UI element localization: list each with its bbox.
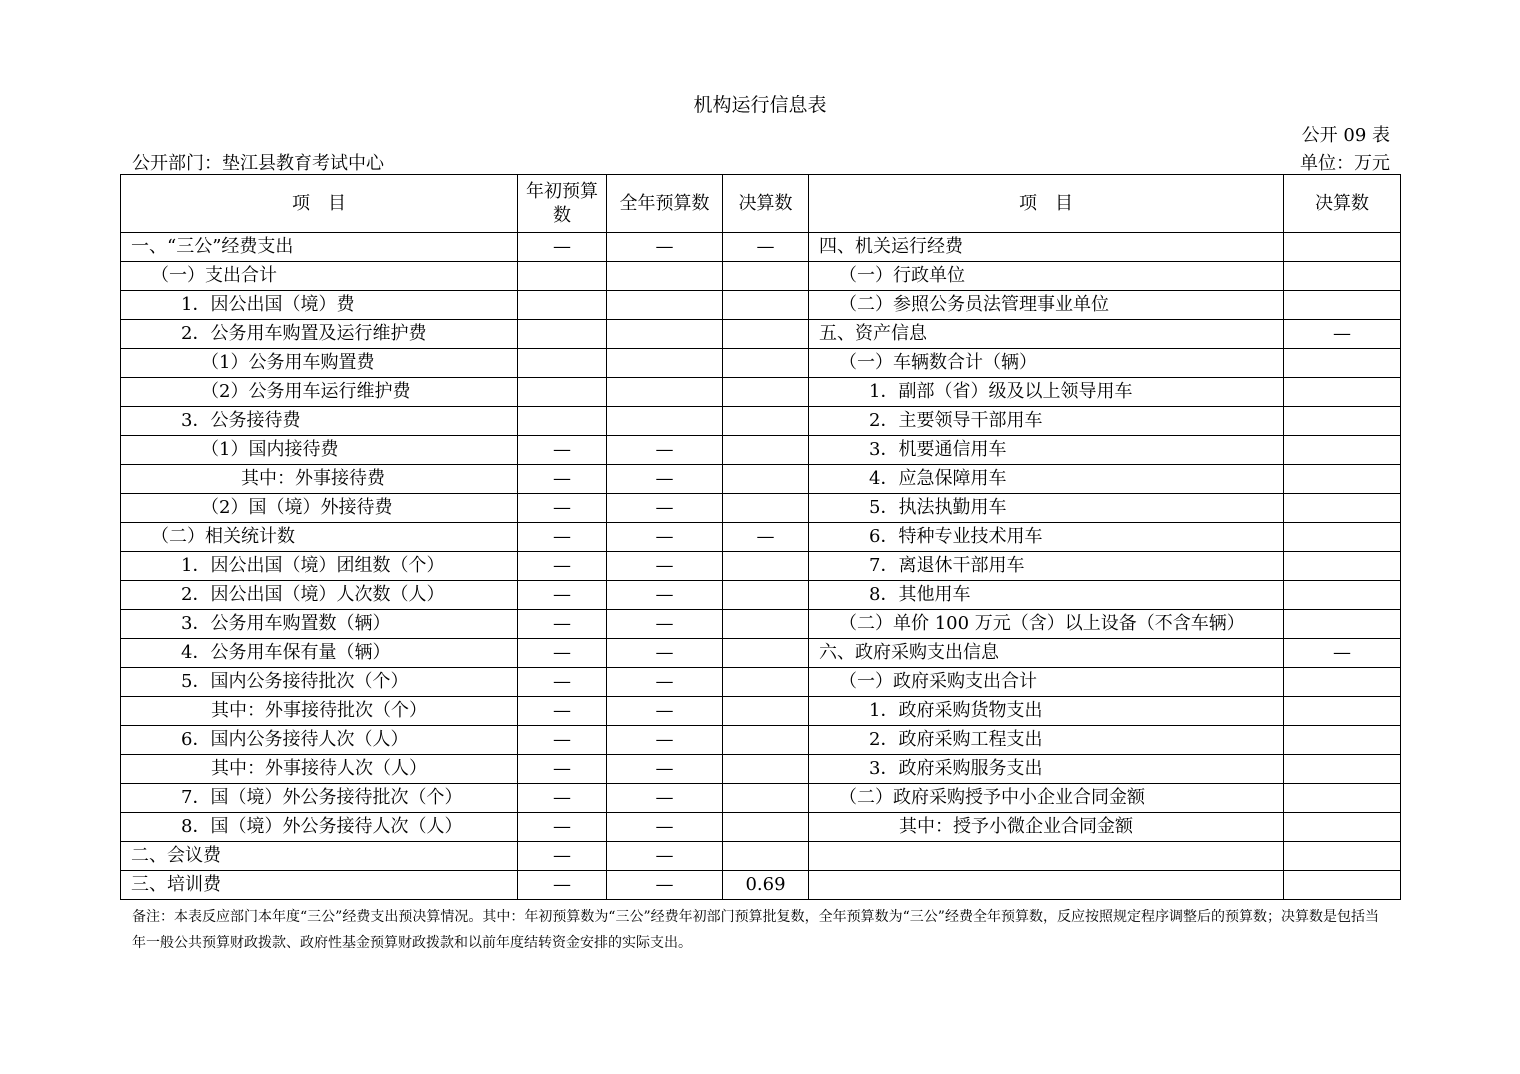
- row-initial-budget: [518, 349, 607, 378]
- row-initial-budget: [518, 262, 607, 291]
- row-initial-budget: —: [518, 871, 607, 900]
- table-row: [121, 320, 1401, 349]
- row-final: [723, 842, 809, 871]
- row-final: [723, 581, 809, 610]
- row-initial-budget: [518, 407, 607, 436]
- table-row: [121, 726, 1401, 755]
- row-item-label: 其中：外事接待批次（个）: [121, 697, 518, 726]
- page-title: 机构运行信息表: [693, 94, 827, 116]
- row-initial-budget: —: [518, 726, 607, 755]
- row-initial-budget: —: [518, 552, 607, 581]
- row-full-year-budget: —: [607, 436, 723, 465]
- row-final-right: [1284, 262, 1401, 291]
- row-final-right: [1284, 726, 1401, 755]
- table-row: [121, 262, 1401, 291]
- row-full-year-budget: —: [607, 755, 723, 784]
- table-row: [121, 813, 1401, 842]
- header-row: [121, 175, 1401, 233]
- row-item-label: 5．国内公务接待批次（个）: [121, 668, 518, 697]
- row-item-label: 三、培训费: [121, 871, 518, 900]
- row-final-right: [1284, 842, 1401, 871]
- row-final-right: [1284, 668, 1401, 697]
- table-row: [121, 639, 1401, 668]
- row-final-right: [1284, 610, 1401, 639]
- row-final-right: [1284, 349, 1401, 378]
- header-final-right: 决算数: [1284, 175, 1401, 233]
- row-final: [723, 349, 809, 378]
- row-initial-budget: —: [518, 523, 607, 552]
- row-full-year-budget: —: [607, 465, 723, 494]
- table-row: [121, 291, 1401, 320]
- table-row: [121, 697, 1401, 726]
- row-full-year-budget: [607, 407, 723, 436]
- row-full-year-budget: —: [607, 871, 723, 900]
- row-item-label: 一、“三公”经费支出: [121, 233, 518, 262]
- row-item-label-right: （一）行政单位: [809, 262, 1284, 291]
- footnote: 备注：本表反应部门本年度“三公”经费支出预决算情况。其中：年初预算数为“三公”经费年初部门预算批复数，全年预算数为“三公”经费全年预算数，反应按照规定程序调整后的预算数；决算数是包括当年一般公共预算财政拨款、政府性基金预算财政拨款和以前年度结转资金安排的实际支出。: [132, 909, 1379, 951]
- row-final-right: —: [1284, 639, 1401, 668]
- row-full-year-budget: [607, 349, 723, 378]
- row-final-right: [1284, 871, 1401, 900]
- table-row: [121, 436, 1401, 465]
- table-row: [121, 494, 1401, 523]
- row-initial-budget: —: [518, 842, 607, 871]
- row-initial-budget: —: [518, 494, 607, 523]
- row-final: [723, 784, 809, 813]
- row-initial-budget: —: [518, 610, 607, 639]
- row-full-year-budget: —: [607, 668, 723, 697]
- row-item-label: 其中：外事接待人次（人）: [121, 755, 518, 784]
- row-item-label-right: 7．离退休干部用车: [809, 552, 1284, 581]
- row-final: [723, 610, 809, 639]
- table-row: [121, 233, 1401, 262]
- row-item-label: 4．公务用车保有量（辆）: [121, 639, 518, 668]
- row-final: [723, 813, 809, 842]
- table-row: [121, 465, 1401, 494]
- row-final: [723, 697, 809, 726]
- table-row: [121, 349, 1401, 378]
- row-final: [723, 320, 809, 349]
- table-row: [121, 842, 1401, 871]
- row-full-year-budget: —: [607, 523, 723, 552]
- table-row: [121, 610, 1401, 639]
- row-item-label: （1）国内接待费: [121, 436, 518, 465]
- table-row: [121, 668, 1401, 697]
- row-final: [723, 494, 809, 523]
- table-row: [121, 378, 1401, 407]
- row-final-right: [1284, 697, 1401, 726]
- row-item-label: 8．国（境）外公务接待人次（人）: [121, 813, 518, 842]
- row-full-year-budget: [607, 320, 723, 349]
- row-initial-budget: —: [518, 697, 607, 726]
- row-item-label-right: （二）参照公务员法管理事业单位: [809, 291, 1284, 320]
- info-table: [120, 174, 1401, 900]
- table-row: [121, 784, 1401, 813]
- row-item-label: （二）相关统计数: [121, 523, 518, 552]
- table-row: [121, 523, 1401, 552]
- row-item-label-right: 3．政府采购服务支出: [809, 755, 1284, 784]
- row-final-right: [1284, 755, 1401, 784]
- row-full-year-budget: —: [607, 697, 723, 726]
- row-item-label: 6．国内公务接待人次（人）: [121, 726, 518, 755]
- row-item-label-right: 8．其他用车: [809, 581, 1284, 610]
- row-final-right: [1284, 813, 1401, 842]
- row-final: [723, 639, 809, 668]
- row-item-label: 2．因公出国（境）人次数（人）: [121, 581, 518, 610]
- table-row: [121, 871, 1401, 900]
- row-item-label-right: 四、机关运行经费: [809, 233, 1284, 262]
- row-final-right: [1284, 407, 1401, 436]
- row-initial-budget: —: [518, 465, 607, 494]
- row-item-label-right: [809, 871, 1284, 900]
- row-final-right: —: [1284, 320, 1401, 349]
- row-item-label: 3．公务用车购置数（辆）: [121, 610, 518, 639]
- header-final: 决算数: [723, 175, 809, 233]
- unit-label: 单位：万元: [1300, 153, 1390, 174]
- department-label: 公开部门：垫江县教育考试中心: [132, 153, 384, 174]
- row-initial-budget: —: [518, 639, 607, 668]
- row-item-label-right: 2．主要领导干部用车: [809, 407, 1284, 436]
- row-initial-budget: —: [518, 581, 607, 610]
- row-initial-budget: —: [518, 755, 607, 784]
- row-final: [723, 436, 809, 465]
- row-item-label-right: 其中：授予小微企业合同金额: [809, 813, 1284, 842]
- row-item-label-right: 4．应急保障用车: [809, 465, 1284, 494]
- row-item-label-right: 五、资产信息: [809, 320, 1284, 349]
- row-item-label-right: 3．机要通信用车: [809, 436, 1284, 465]
- table-code: 公开 09 表: [1301, 125, 1390, 146]
- row-final-right: [1284, 465, 1401, 494]
- row-item-label-right: 5．执法执勤用车: [809, 494, 1284, 523]
- row-final: —: [723, 523, 809, 552]
- row-full-year-budget: —: [607, 842, 723, 871]
- row-final-right: [1284, 233, 1401, 262]
- row-final-right: [1284, 291, 1401, 320]
- row-final-right: [1284, 784, 1401, 813]
- row-final-right: [1284, 436, 1401, 465]
- row-full-year-budget: —: [607, 233, 723, 262]
- row-item-label: （2）公务用车运行维护费: [121, 378, 518, 407]
- row-item-label-right: 2．政府采购工程支出: [809, 726, 1284, 755]
- row-full-year-budget: —: [607, 581, 723, 610]
- row-initial-budget: [518, 291, 607, 320]
- row-item-label-right: （一）车辆数合计（辆）: [809, 349, 1284, 378]
- row-item-label: （一）支出合计: [121, 262, 518, 291]
- row-item-label-right: （二）政府采购授予中小企业合同金额: [809, 784, 1284, 813]
- row-full-year-budget: [607, 378, 723, 407]
- row-final-right: [1284, 581, 1401, 610]
- row-initial-budget: —: [518, 436, 607, 465]
- table-row: [121, 552, 1401, 581]
- row-initial-budget: [518, 320, 607, 349]
- row-item-label: 3．公务接待费: [121, 407, 518, 436]
- row-final: —: [723, 233, 809, 262]
- row-full-year-budget: —: [607, 639, 723, 668]
- header-item-right: 项 目: [809, 175, 1284, 233]
- row-full-year-budget: —: [607, 726, 723, 755]
- header-item: 项 目: [121, 175, 518, 233]
- table-row: [121, 581, 1401, 610]
- row-item-label-right: 1．副部（省）级及以上领导用车: [809, 378, 1284, 407]
- row-final: [723, 407, 809, 436]
- row-item-label-right: 6．特种专业技术用车: [809, 523, 1284, 552]
- row-item-label: 1．因公出国（境）费: [121, 291, 518, 320]
- row-item-label-right: （二）单价 100 万元（含）以上设备（不含车辆）: [809, 610, 1284, 639]
- row-item-label-right: （一）政府采购支出合计: [809, 668, 1284, 697]
- row-final: [723, 465, 809, 494]
- row-final: [723, 552, 809, 581]
- header-initial-budget: 年初预算数: [518, 175, 607, 233]
- row-item-label: 1．因公出国（境）团组数（个）: [121, 552, 518, 581]
- row-initial-budget: —: [518, 813, 607, 842]
- row-full-year-budget: [607, 291, 723, 320]
- row-item-label: （1）公务用车购置费: [121, 349, 518, 378]
- row-full-year-budget: —: [607, 610, 723, 639]
- row-item-label: 二、会议费: [121, 842, 518, 871]
- row-item-label-right: 六、政府采购支出信息: [809, 639, 1284, 668]
- row-final-right: [1284, 378, 1401, 407]
- header-full-year-budget: 全年预算数: [607, 175, 723, 233]
- row-initial-budget: —: [518, 784, 607, 813]
- row-final: [723, 726, 809, 755]
- row-final: [723, 262, 809, 291]
- row-item-label: （2）国（境）外接待费: [121, 494, 518, 523]
- row-item-label-right: 1．政府采购货物支出: [809, 697, 1284, 726]
- row-final: [723, 378, 809, 407]
- row-initial-budget: —: [518, 233, 607, 262]
- row-final: [723, 755, 809, 784]
- row-final: [723, 668, 809, 697]
- row-item-label: 其中：外事接待费: [121, 465, 518, 494]
- table-row: [121, 407, 1401, 436]
- row-initial-budget: —: [518, 668, 607, 697]
- row-final-right: [1284, 494, 1401, 523]
- row-final-right: [1284, 523, 1401, 552]
- row-item-label: 7．国（境）外公务接待批次（个）: [121, 784, 518, 813]
- row-full-year-budget: [607, 262, 723, 291]
- row-item-label: 2．公务用车购置及运行维护费: [121, 320, 518, 349]
- row-full-year-budget: —: [607, 784, 723, 813]
- row-full-year-budget: —: [607, 494, 723, 523]
- row-item-label-right: [809, 842, 1284, 871]
- row-final-right: [1284, 552, 1401, 581]
- row-full-year-budget: —: [607, 813, 723, 842]
- row-full-year-budget: —: [607, 552, 723, 581]
- row-final: [723, 291, 809, 320]
- table-row: [121, 755, 1401, 784]
- row-initial-budget: [518, 378, 607, 407]
- row-final: 0.69: [723, 871, 809, 900]
